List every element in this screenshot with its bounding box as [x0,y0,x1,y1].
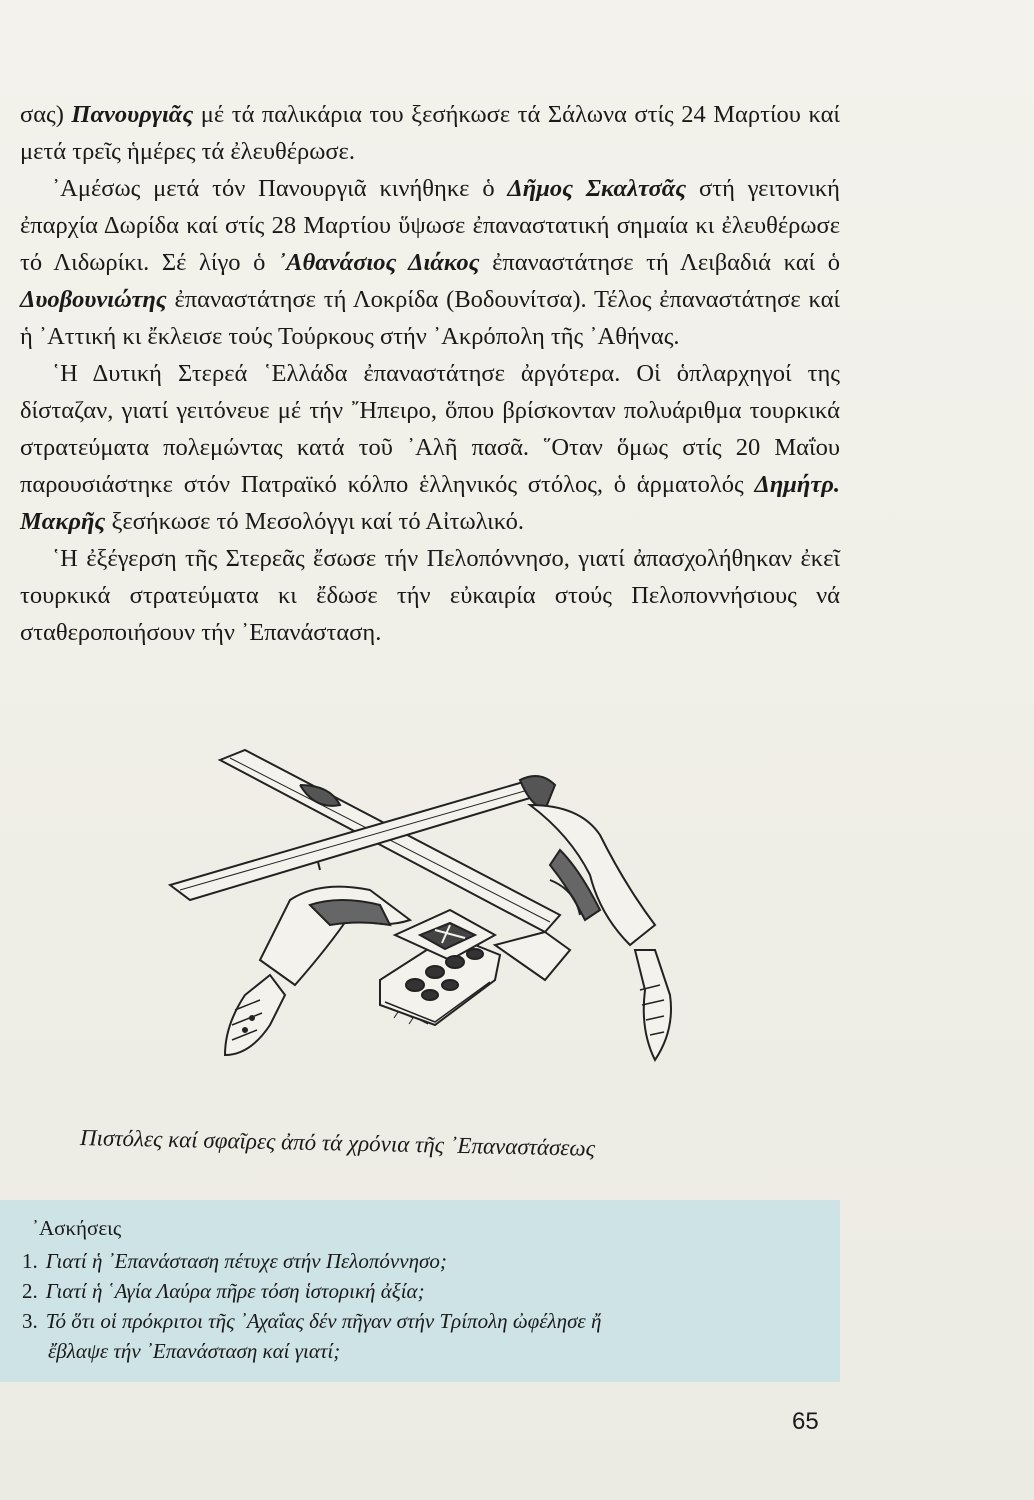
paragraph-2 [20,170,840,355]
exercise-item [22,1246,601,1276]
name-diakos: ᾿Αθανάσιος Διάκος [278,249,480,276]
exercise-text: Γιατί ἡ ῾Αγία Λαύρα πῆρε τόση ἱστορική ἀξία; [45,1279,425,1303]
text-run: ᾿Αμέσως μετά τόν Πανουργιᾶ κινήθηκε ὁ [52,175,508,202]
paragraph-1 [20,96,840,170]
pistols-illustration [150,740,710,1100]
exercises-title: ᾿Ασκήσεις [32,1216,122,1240]
exercise-item [22,1306,601,1366]
name-dyovouniotis: Δυοβουνιώτης [20,286,167,313]
name-makris: Δημήτρ. Μακρῆς [20,471,840,535]
body-text [20,96,840,651]
page-number: 65 [792,1408,819,1435]
text-run: μέ τά παλικάρια του ξεσήκωσε τά Σάλωνα στίς 24 Μαρτίου καί μετά τρεῖς ἡμέρες τά ἐλευθέρωσε. [20,101,840,165]
ammunition-box [380,910,500,1025]
exercise-text: Γιατί ἡ ᾿Επανάσταση πέτυχε στήν Πελοπόννησο; [45,1249,447,1273]
text-run: ἐπαναστάτησε τή Λειβαδιά καί ὁ [479,249,840,276]
text-run: ξεσήκωσε τό Μεσολόγγι καί τό Αἰτωλικό. [105,508,524,535]
text-run: στή γειτονική ἐπαρχία Δωρίδα καί στίς 28 Μαρτίου ὕψωσε ἐπαναστατική σημαία κι ἐλευθέρωσε τό Λιδωρίκι. Σέ λίγο ὁ [20,175,840,276]
text-run: ῾Η Δυτική Στερεά ῾Ελλάδα ἐπαναστάτησε ἀργότερα. Οἱ ὁπλαρχηγοί της δίσταζαν, γιατί γειτόνευε μέ τήν ῎Ηπειρο, ὅπου βρίσκονταν πολυάριθμα τουρκικά στρατεύματα πολεμώντας κατά τοῦ ᾿Αλῆ πασᾶ. ῞Οταν ὅμως στίς 20 Μαΐου παρουσιάστηκε στόν Πατραϊκό κόλπο ἑλληνικός στόλος, ὁ ἁρματολός [20,360,840,498]
exercise-item [22,1276,601,1306]
paragraph-3 [20,355,840,540]
exercise-number: 1. [22,1249,38,1273]
exercise-text-continued: ἔβλαψε τήν ᾿Επανάσταση καί γιατί; [48,1339,341,1363]
name-panourgias: Πανουργιᾶς [71,101,194,128]
paragraph-4: ῾Η ἐξέγερση τῆς Στερεᾶς ἔσωσε τήν Πελοπόννησο, γιατί ἀπασχολήθηκαν ἐκεῖ τουρκικά στρατεύματα κι ἔδωσε τήν εὐκαιρία στούς Πελοποννήσιους νά σταθεροποιήσουν τήν ᾿Επανάσταση. [20,545,840,646]
exercises-list [22,1246,601,1366]
illustration-caption: Πιστόλες καί σφαῖρες ἀπό τά χρόνια τῆς ᾿Επαναστάσεως [79,1125,596,1161]
exercise-number: 2. [22,1279,38,1303]
text-run: σας) [20,101,72,128]
exercise-text: Τό ὅτι οἱ πρόκριτοι τῆς ᾿Αχαΐας δέν πῆγαν στήν Τρίπολη ὠφέλησε ἤ [45,1309,602,1333]
name-skaltsas: Δῆμος Σκαλτσᾶς [507,175,687,202]
text-run: ἐπαναστάτησε τή Λοκρίδα (Βοδουνίτσα). Τέλος ἐπαναστάτησε καί ἡ ᾿Αττική κι ἔκλεισε τούς Τούρκους στήν ᾿Ακρόπολη τῆς ᾿Αθήνας. [20,286,840,350]
exercise-number: 3. [22,1309,38,1333]
exercises-box [0,1200,840,1382]
